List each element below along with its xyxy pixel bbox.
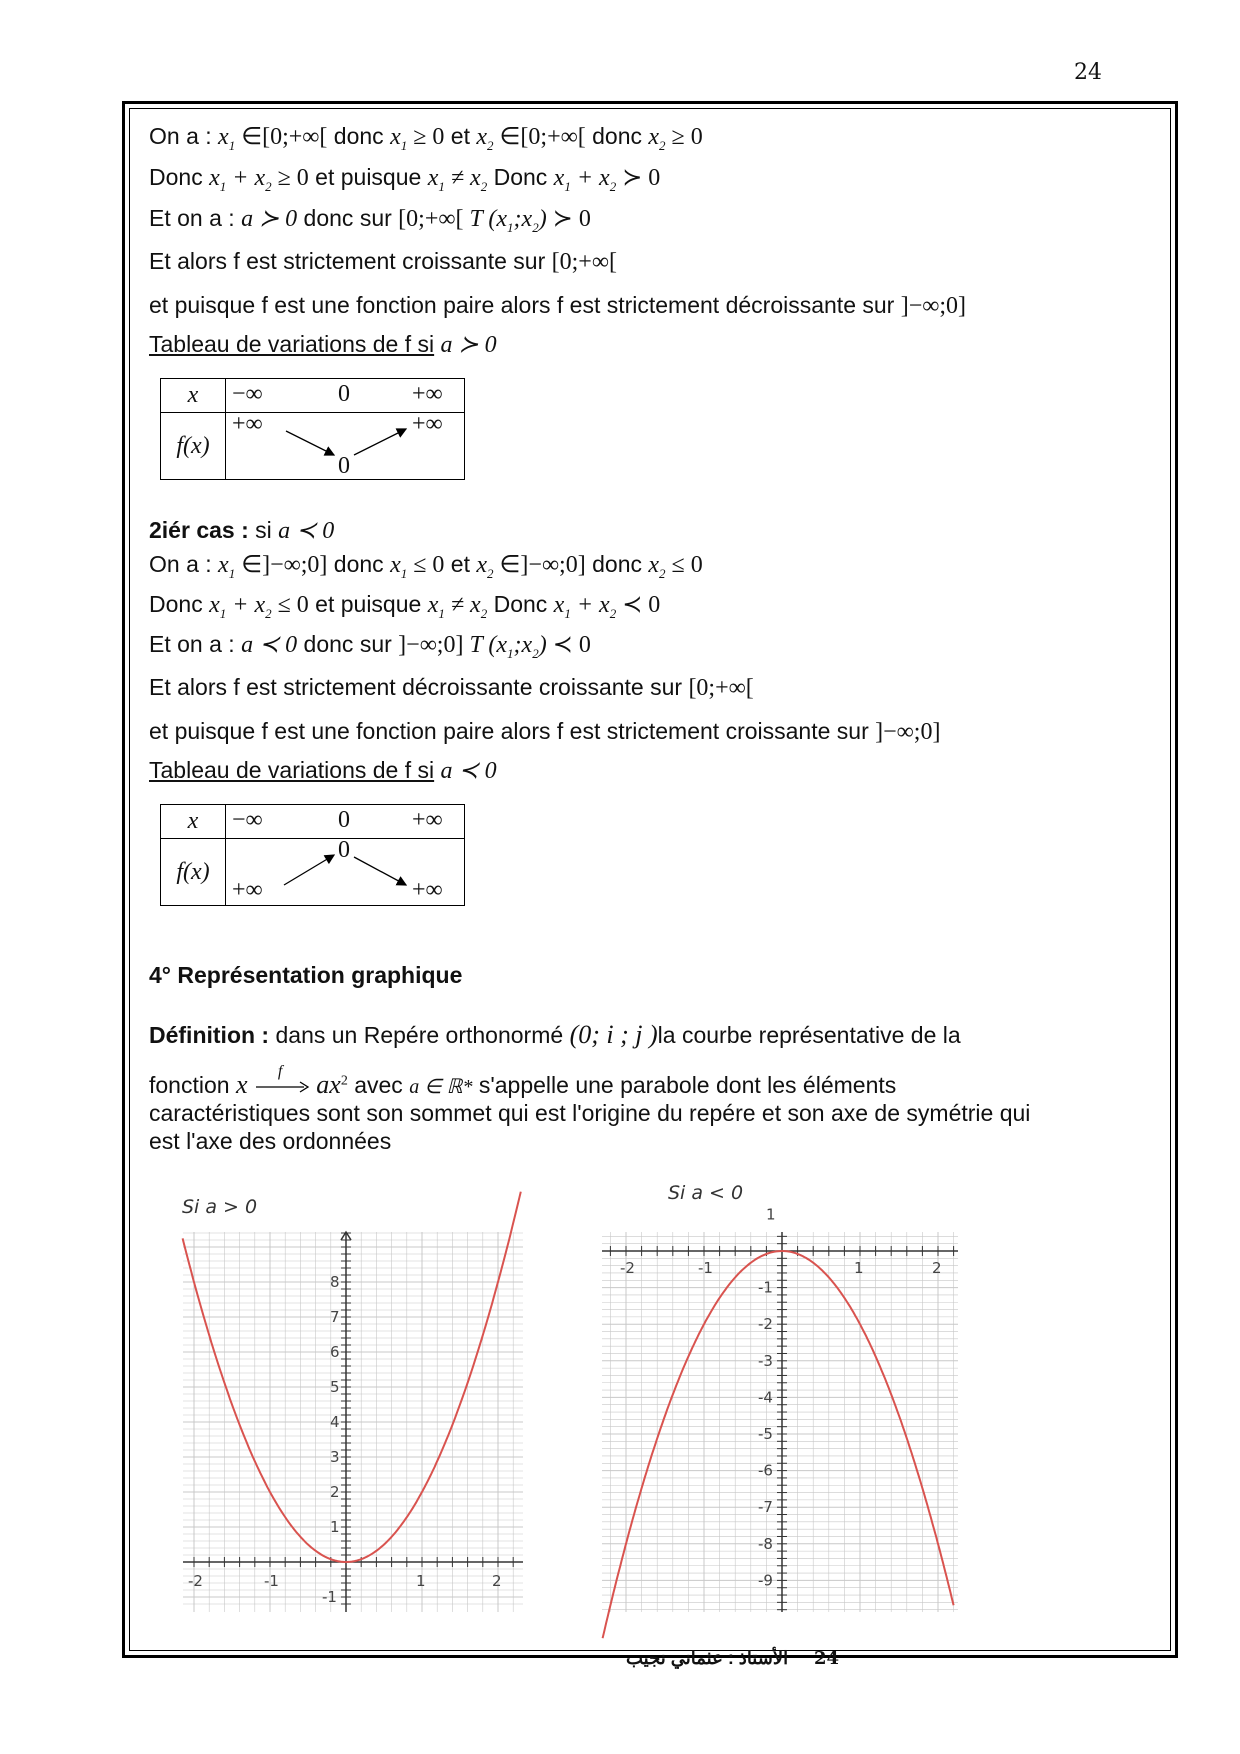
y-tick-label: -3	[758, 1351, 773, 1370]
case1-line3: Et on a : a ≻ 0 donc sur [0;+∞[ T $(x_1;x_2)$ ≻ 0	[149, 205, 591, 235]
variation-table-positive: x −∞ 0 +∞ f(x) +∞ +∞ 0	[160, 378, 465, 480]
y-tick-label: 1	[330, 1518, 340, 1536]
y-tick-label: 5	[330, 1378, 340, 1396]
case2-line5: et puisque f est une fonction paire alors f est strictement croissante sur ]−∞;0]	[149, 718, 941, 745]
definition-line1: Définition : dans un Repére orthonormé (0; i ; j )la courbe représentative de la	[149, 1020, 961, 1049]
x-tick-label: -1	[264, 1572, 279, 1590]
footer-page-number: 24	[814, 1648, 840, 1669]
case2-line4: Et alors f est strictement décroissante croissante sur [0;+∞[	[149, 674, 754, 701]
footer-author: الأستاذ : عثماني نجيب	[626, 1648, 789, 1668]
x-tick-label: -2	[620, 1259, 635, 1277]
y-tick-label: -8	[758, 1534, 773, 1553]
y-tick-label: -9	[758, 1571, 773, 1590]
variation-arrows	[226, 413, 464, 479]
case1-line2: Donc $x_1 + x_2 \ge 0$ et puisque $x_1 \ne x_2$ Donc $x_1 + x_2$ ≻ 0	[149, 164, 661, 194]
section4-title: 4° Représentation graphique	[149, 962, 463, 988]
y-tick-label: 3	[330, 1448, 340, 1466]
case2-title: 2iér cas : si a ≺ 0	[149, 517, 335, 544]
y-tick-label: 4	[330, 1413, 340, 1431]
variation-arrows-2	[226, 839, 464, 905]
y-tick-label: 1	[766, 1205, 776, 1224]
y-tick-label: -5	[758, 1425, 773, 1443]
case2-table-title: Tableau de variations de f si a ≺ 0	[149, 757, 497, 784]
case1-line5: et puisque f est une fonction paire alors f est strictement décroissante sur ]−∞;0]	[149, 292, 967, 319]
definition-line2: fonction x f $ax^2$ avec a ∈ ℝ* s'appelle une parabole dont les éléments	[149, 1062, 897, 1099]
case1-line4: Et alors f est strictement croissante sur [0;+∞[	[149, 248, 617, 275]
graph1-label: Si a > 0	[182, 1196, 258, 1218]
y-tick-label: 8	[330, 1273, 340, 1291]
y-tick-label: -1	[322, 1588, 337, 1606]
case2-line3: Et on a : a ≺ 0 donc sur ]−∞;0] T $(x_1;x_2)$ ≺ 0	[149, 631, 591, 661]
x-tick-label: 2	[932, 1259, 942, 1277]
y-tick-label: 2	[330, 1483, 340, 1501]
definition-line4: est l'axe des ordonnées	[149, 1128, 392, 1154]
page-number-top: 24	[1074, 60, 1102, 85]
y-tick-label: 6	[330, 1343, 340, 1361]
x-tick-label: 1	[854, 1259, 864, 1277]
y-tick-label: -7	[758, 1498, 773, 1517]
x-tick-label: -2	[188, 1572, 203, 1590]
y-tick-label: -4	[758, 1388, 773, 1407]
definition-line3: caractéristiques sont son sommet qui est l'origine du repére et son axe de symétrie qui	[149, 1100, 1031, 1126]
x-tick-label: 1	[416, 1572, 426, 1590]
graph2-label: Si a < 0	[668, 1182, 744, 1204]
x-tick-label: -1	[698, 1259, 713, 1277]
y-tick-label: -1	[758, 1278, 773, 1297]
y-tick-label: 7	[330, 1308, 340, 1326]
x-tick-label: 2	[492, 1572, 502, 1590]
variation-table-negative: x −∞ 0 +∞ f(x) 0 +∞ +∞	[160, 804, 465, 906]
case1-line1: On a : $x_1$ ∈[0;+∞[ donc $x_1 \ge 0$ et $x_2$ ∈[0;+∞[ donc $x_2 \ge 0$	[149, 123, 703, 153]
y-tick-label: -6	[758, 1461, 773, 1480]
y-tick-label: -2	[758, 1315, 773, 1334]
graph-positive-parabola	[183, 1232, 523, 1612]
case1-table-title: Tableau de variations de f si a ≻ 0	[149, 331, 497, 358]
graph-negative-parabola	[602, 1205, 958, 1612]
case2-line1: On a : $x_1$ ∈]−∞;0] donc $x_1 \le 0$ et $x_2$ ∈]−∞;0] donc $x_2 \le 0$	[149, 551, 703, 581]
case2-line2: Donc $x_1 + x_2 \le 0$ et puisque $x_1 \ne x_2$ Donc $x_1 + x_2$ ≺ 0	[149, 591, 661, 621]
